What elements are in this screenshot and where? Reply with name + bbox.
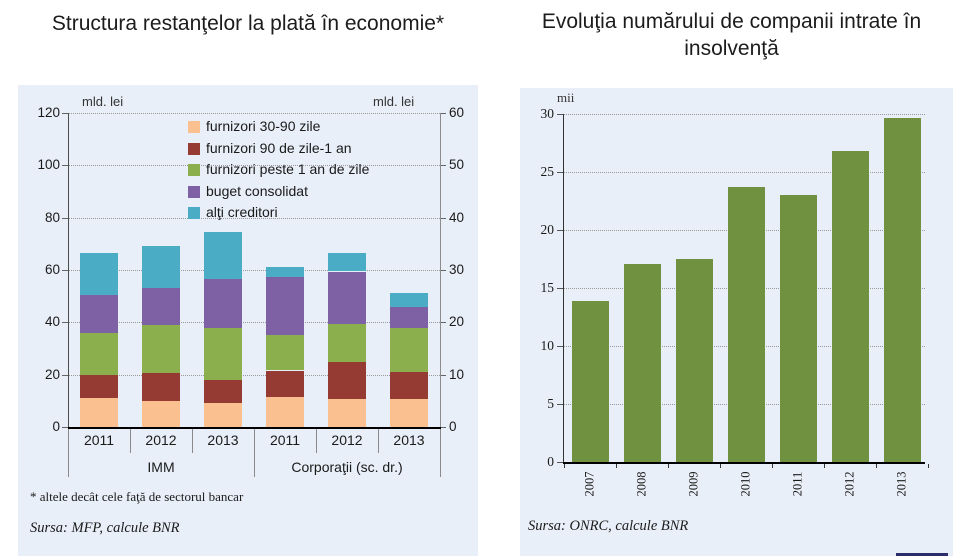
left-axis-tick-label: 80 [44, 209, 60, 225]
gridline [563, 114, 925, 115]
y-axis-tick-label: 30 [540, 106, 554, 121]
legend-label: furnizori 30-90 zile [206, 118, 321, 134]
right-axis-tick-label: 20 [449, 314, 465, 330]
x-axis-line [563, 462, 925, 464]
x-axis-label: 2013 [894, 471, 909, 497]
right-chart-unit: mii [557, 90, 575, 105]
right-axis-tick-label: 50 [449, 157, 465, 173]
year-label: 2012 [145, 432, 177, 448]
year-label: 2012 [331, 432, 363, 448]
x-axis-tick [616, 464, 617, 468]
bar-2009 [676, 259, 713, 462]
right-chart-source: Sursa: ONRC, calcule BNR [528, 518, 689, 534]
year-label: 2013 [207, 432, 239, 448]
right-chart-panel [520, 88, 953, 556]
x-axis-label: 2007 [582, 471, 597, 497]
legend-label: alţi creditori [206, 204, 278, 220]
category-separator [378, 429, 379, 453]
bar-2008 [624, 264, 661, 462]
x-axis-label: 2010 [738, 471, 753, 497]
right-chart-plot [520, 88, 953, 556]
bar-2010 [728, 187, 765, 462]
bar-2011 [780, 195, 817, 462]
left-chart-title: Structura restanţelor la plată în economie* [51, 12, 445, 35]
bar-2012 [832, 151, 869, 462]
year-label: 2011 [83, 432, 115, 448]
left-chart-unit-left: mld. lei [82, 94, 124, 109]
left-chart-panel [18, 85, 478, 556]
y-axis-tick-label: 20 [540, 222, 554, 237]
left-chart-source: Sursa: MFP, calcule BNR [30, 520, 180, 536]
category-separator [130, 429, 131, 453]
right-axis-tick-label: 10 [449, 366, 465, 382]
left-axis-tick-label: 40 [44, 314, 60, 330]
left-axis-tick-label: 0 [52, 419, 60, 434]
legend-label: furnizori peste 1 an de zile [206, 161, 370, 177]
y-axis-tick-label: 0 [547, 454, 554, 469]
gridline [563, 172, 925, 173]
y-axis-tick-label: 15 [540, 280, 554, 295]
x-axis-tick [720, 464, 721, 468]
x-axis-tick [564, 464, 565, 468]
x-axis-tick [928, 464, 929, 468]
x-axis-tick [824, 464, 825, 468]
x-axis-tick [772, 464, 773, 468]
bar-2013 [884, 118, 921, 463]
x-axis-label: 2011 [790, 471, 805, 497]
category-separator [192, 429, 193, 453]
right-chart-title-line1: Evoluţia numărului de companii intrate în [541, 10, 922, 33]
y-axis-tick-label: 10 [540, 338, 554, 353]
left-axis-tick-label: 60 [44, 262, 60, 277]
x-axis-label: 2009 [686, 471, 701, 497]
left-chart-unit-right: mld. lei [373, 94, 415, 109]
y-axis-tick-label: 25 [540, 164, 554, 179]
x-axis-tick [876, 464, 877, 468]
bar-2007 [572, 301, 609, 462]
left-axis-tick-label: 20 [44, 366, 60, 382]
right-axis-tick-label: 30 [449, 262, 465, 277]
right-chart-title [510, 8, 953, 62]
year-label: 2013 [393, 432, 425, 448]
category-separator [440, 429, 441, 477]
left-axis-tick-label: 120 [37, 105, 60, 120]
left-chart-footnote: * altele decât cele faţă de sectorul bancar [30, 489, 244, 504]
right-axis-tick-label: 40 [449, 209, 465, 225]
x-axis-label: 2008 [634, 471, 649, 497]
right-chart-title-line2: insolvenţă [684, 37, 779, 60]
right-axis-tick-label: 60 [449, 105, 465, 120]
x-axis-tick [668, 464, 669, 468]
y-axis-line [563, 114, 564, 462]
legend-label: buget consolidat [206, 182, 308, 199]
left-chart-x-axis [18, 85, 478, 556]
category-separator [316, 429, 317, 453]
x-axis-label: 2012 [842, 471, 857, 497]
left-axis-tick-label: 100 [37, 157, 60, 173]
legend-label: furnizori 90 de zile-1 an [206, 139, 352, 156]
group-label: IMM [147, 459, 175, 475]
year-label: 2011 [269, 432, 301, 448]
right-axis-tick-label: 0 [449, 419, 457, 434]
group-label: Corporaţii (sc. dr.) [291, 459, 403, 475]
y-axis-tick-label: 5 [547, 396, 554, 411]
